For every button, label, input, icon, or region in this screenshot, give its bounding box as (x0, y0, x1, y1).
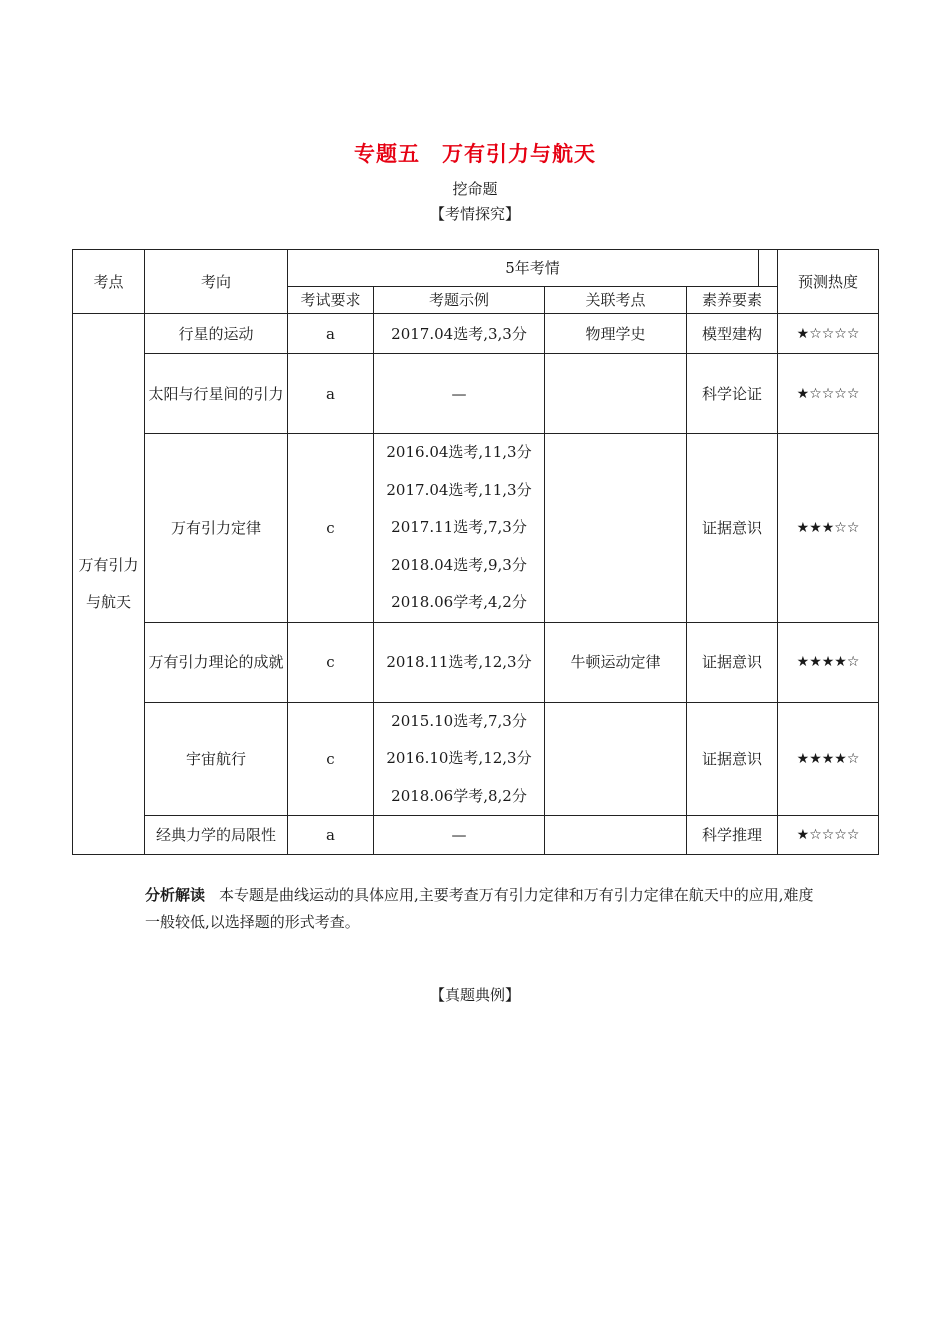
analysis-text: 本专题是曲线运动的具体应用,主要考查万有引力定律和万有引力定律在航天中的应用,难度一般较低,以选择题的形式考查。 (145, 886, 814, 931)
header-forecast: 预测热度 (778, 250, 879, 314)
example-item: 2016.10选考,12,3分 (386, 749, 532, 767)
table-row (73, 816, 879, 855)
row-related: 牛顿运动定律 (545, 622, 687, 702)
row-related (545, 702, 687, 816)
row-related: 物理学史 (545, 314, 687, 354)
row-examples (374, 702, 545, 816)
table-row (73, 314, 879, 354)
row-example: — (374, 816, 545, 855)
row-related (545, 434, 687, 623)
row-related (545, 354, 687, 434)
section-heading-real-examples: 【真题典例】 (429, 986, 520, 1004)
row-related (545, 816, 687, 855)
row-stars: ★★★★☆ (778, 622, 879, 702)
row-example: 2018.11选考,12,3分 (374, 622, 545, 702)
example-item: 2016.04选考,11,3分 (386, 443, 532, 461)
row-stars: ★★★☆☆ (778, 434, 879, 623)
row-req: c (288, 434, 374, 623)
row-req: a (288, 314, 374, 354)
row-stars: ★☆☆☆☆ (778, 354, 879, 434)
header-five-year-label: 5年考情 (505, 259, 560, 277)
example-item: 2018.06学考,8,2分 (391, 786, 527, 805)
table-row (73, 434, 879, 623)
example-item: 2017.11选考,7,3分 (391, 518, 527, 536)
header-kaoxiang: 考向 (145, 250, 288, 314)
row-req: c (288, 622, 374, 702)
subtitle: 挖命题 (452, 180, 498, 198)
row-example: — (374, 354, 545, 434)
row-req: c (288, 702, 374, 816)
table-row (73, 702, 879, 816)
row-topic: 太阳与行星间的引力 (145, 354, 288, 434)
row-literacy: 证据意识 (687, 622, 778, 702)
header-divider (758, 250, 759, 286)
header-example: 考题示例 (374, 287, 545, 314)
row-topic: 行星的运动 (145, 314, 288, 354)
row-literacy: 科学推理 (687, 816, 778, 855)
header-five-year (288, 250, 778, 287)
row-literacy: 科学论证 (687, 354, 778, 434)
example-item: 2018.06学考,4,2分 (391, 593, 527, 611)
example-item: 2017.04选考,11,3分 (386, 480, 532, 499)
row-literacy: 证据意识 (687, 434, 778, 623)
group-label: 万有引力与航天 (73, 314, 145, 855)
header-related: 关联考点 (545, 287, 687, 314)
header-kaodian: 考点 (73, 250, 145, 314)
row-example: 2017.04选考,3,3分 (374, 314, 545, 354)
row-topic: 万有引力定律 (145, 434, 288, 623)
table-row (73, 354, 879, 434)
example-item: 2015.10选考,7,3分 (391, 711, 527, 730)
row-topic: 经典力学的局限性 (145, 816, 288, 855)
row-topic: 宇宙航行 (145, 702, 288, 816)
analysis-label: 分析解读 (145, 886, 206, 904)
analysis-paragraph (145, 882, 815, 936)
exam-table (72, 249, 879, 855)
row-req: a (288, 354, 374, 434)
row-topic: 万有引力理论的成就 (145, 622, 288, 702)
row-examples (374, 434, 545, 623)
table-row (73, 622, 879, 702)
example-item: 2018.04选考,9,3分 (391, 555, 527, 574)
page-title: 专题五 万有引力与航天 (354, 141, 596, 166)
row-literacy: 模型建构 (687, 314, 778, 354)
row-req: a (288, 816, 374, 855)
row-stars: ★☆☆☆☆ (778, 314, 879, 354)
header-requirement: 考试要求 (288, 287, 374, 314)
header-literacy: 素养要素 (687, 287, 778, 314)
row-stars: ★★★★☆ (778, 702, 879, 816)
row-literacy: 证据意识 (687, 702, 778, 816)
section-heading-exam-analysis: 【考情探究】 (429, 205, 520, 223)
row-stars: ★☆☆☆☆ (778, 816, 879, 855)
